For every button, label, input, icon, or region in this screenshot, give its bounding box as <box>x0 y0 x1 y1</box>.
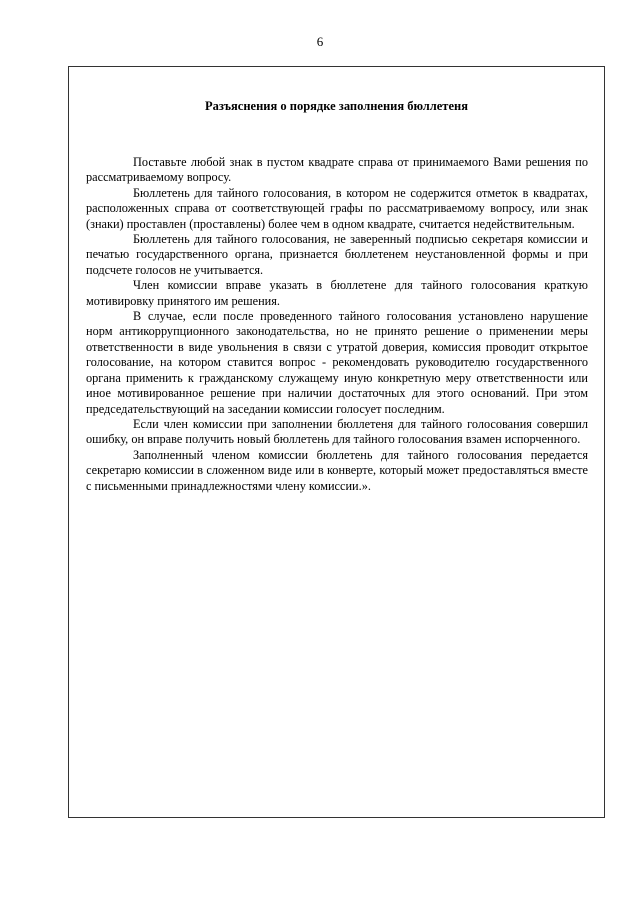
document-frame <box>68 66 605 818</box>
paragraph-invalid-ballot: Бюллетень для тайного голосования, в котором не содержится отметок в квадратах, расположенных справа от соответствующей графы по рассматриваемому вопросу, или знак (знаки) проставлен (проставлены) более чем в одном квадрате, считается недействительным. <box>86 185 588 231</box>
paragraph-open-vote: В случае, если после проведенного тайного голосования установлено нарушение норм антикоррупционного законодательства, но не принято решение о применении меры ответственности в виде увольнения в связи с утратой доверия, комиссия проводит открытое голосование, на котором ставится вопрос - рекомендовать руководителю государственного органа применить к гражданскому служащему иную конкретную меру ответственности или иное мотивированное решение при наличии достаточных для этого оснований. При этом председательствующий на заседании комиссии голосует последним. <box>86 309 588 416</box>
paragraph-motivation: Член комиссии вправе указать в бюллетене для тайного голосования краткую мотивировку принятого им решения. <box>86 278 588 308</box>
page-number: 6 <box>316 34 324 49</box>
paragraph-unsigned-ballot: Бюллетень для тайного голосования, не заверенный подписью секретаря комиссии и печатью государственного органа, признается бюллетенем неустановленной формы и при подсчете голосов не учитывается. <box>86 232 588 277</box>
document-title: Разъяснения о порядке заполнения бюллетеня <box>205 99 468 113</box>
document-body <box>86 155 588 494</box>
paragraph-mistake: Если член комиссии при заполнении бюллетеня для тайного голосования совершил ошибку, он вправе получить новый бюллетень для тайного голосования взамен испорченного. <box>86 416 588 447</box>
paragraph-mark-instruction: Поставьте любой знак в пустом квадрате справа от принимаемого Вами решения по рассматриваемому вопросу. <box>86 155 588 185</box>
paragraph-submission: Заполненный членом комиссии бюллетень для тайного голосования передается секретарю комиссии в сложенном виде или в конверте, который может предоставляться вместе с письменными принадлежностями члену комиссии.». <box>86 447 588 493</box>
